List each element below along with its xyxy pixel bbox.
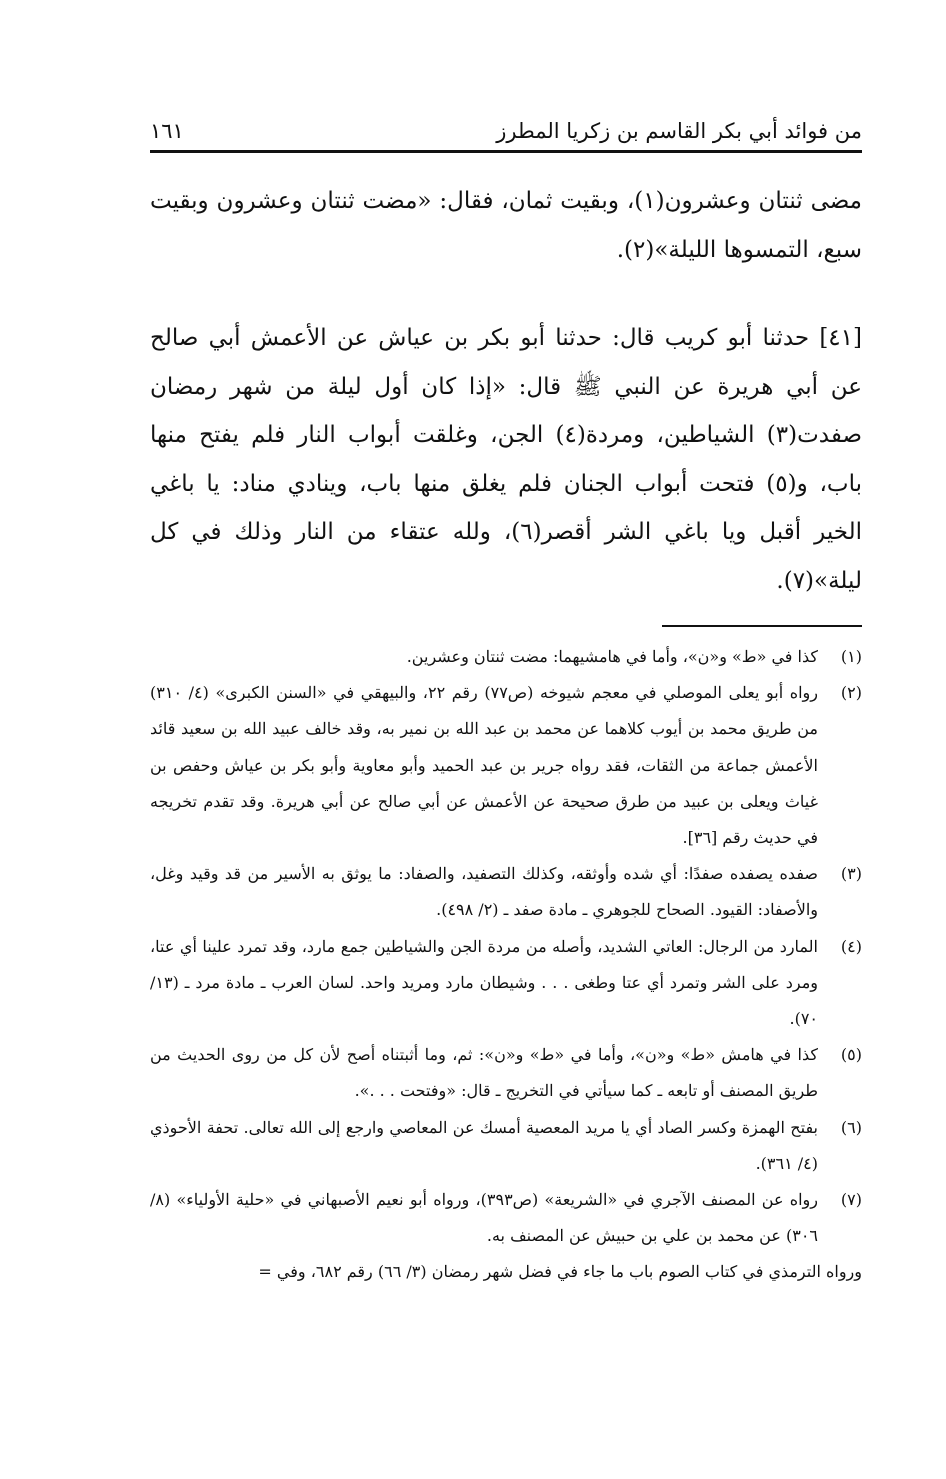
footnote-rule xyxy=(662,625,862,627)
page-number: ١٦١ xyxy=(150,118,184,143)
footnote xyxy=(150,856,862,928)
footnote-number: (١) xyxy=(840,647,862,666)
footnote-number: (٧) xyxy=(840,1190,862,1210)
footnote xyxy=(150,1182,862,1254)
footnote-text: بفتح الهمزة وكسر الصاد أي يا مريد المعصية أمسك عن المعاصي وارجع إلى الله تعالى. تحفة الأحوذي (٤/ ٣٦١). xyxy=(150,1117,818,1173)
footnote xyxy=(150,1110,862,1182)
running-head xyxy=(150,100,862,144)
footnotes xyxy=(150,639,862,1291)
footnote-text: رواه أبو يعلى الموصلي في معجم شيوخه (ص٧٧) رقم ٢٢، والبيهقي في «السنن الكبرى» (٤/ ٣١٠) من طريق محمد بن أيوب كلاهما عن محمد بن عبد الله بن نمير به، وقد خالف عبيد الله بن سعيد قائد الأعمش جماعة من الثقات، فقد رواه جرير بن عبد الحميد وأبو معاوية وأبو بكر بن عياش وحفص بن غياث ويعلى بن عبيد من طرق صحيحة عن الأعمش عن أبي صالح عن أبي هريرة. وقد تقدم تخريجه في حديث رقم [٣٦]. xyxy=(150,683,819,848)
header-rule xyxy=(150,150,862,153)
footnote-continuation: ورواه الترمذي في كتاب الصوم باب ما جاء في فضل شهر رمضان (٣/ ٦٦) رقم ٦٨٢، وفي = xyxy=(258,1262,862,1282)
footnote-text: صفده يصفده صفدًا: أي شده وأوثقه، وكذلك التصفيد، والصفاد: ما يوثق به الأسير من قد وقيد وغل، والأصفاد: القيود. الصحاح للجوهري ـ مادة صفد ـ (٢/ ٤٩٨). xyxy=(150,864,818,920)
footnote-text: رواه عن المصنف الآجري في «الشريعة» (ص٣٩٣)، ورواه أبو نعيم الأصبهاني في «حلية الأولياء» (٨/ ٣٠٦) عن محمد بن علي بن حبيش عن المصنف به. xyxy=(150,1190,819,1246)
footnote xyxy=(150,639,862,675)
body-paragraph: [٤١] حدثنا أبو كريب قال: حدثنا أبو بكر بن عياش عن الأعمش أبي صالح عن أبي هريرة عن النبي ﷺ قال: «إذا كان أول ليلة من شهر رمضان صفدت(٣) الشياطين، ومردة(٤) الجن، وغلقت أبواب النار فلم يفتح منها باب، و(٥) فتحت أبواب الجنان فلم يغلق منها باب، وينادي مناد: يا باغي الخير أقبل ويا باغي الشر أقصر(٦)، ولله عتقاء من النار وذلك في كل ليلة»(٧). xyxy=(150,325,863,594)
footnote-text: كذا في «ط» و«ن»، وأما في هامشيهما: مضت ثنتان وعشرين. xyxy=(406,647,818,666)
main-text xyxy=(150,177,862,605)
footnote-number: (٤) xyxy=(840,936,862,956)
footnote xyxy=(150,675,862,856)
footnote-number: (٣) xyxy=(840,864,862,884)
paragraph-gap xyxy=(150,274,862,314)
footnote xyxy=(150,1037,862,1109)
book-title: من فوائد أبي بكر القاسم بن زكريا المطرز xyxy=(496,118,862,143)
footnote-text: كذا في هامش «ط» و«ن»، وأما في «ط» و«ن»: ثم، وما أثبتناه أصح لأن كل من روى الحديث من طريق المصنف أو تابعه ـ كما سيأتي في التخريج ـ قال: «وفتحت . . .». xyxy=(150,1045,818,1101)
footnote-text: المارد من الرجال: العاتي الشديد، وأصله من مردة الجن والشياطين جمع مارد، وقد تمرد علينا أي عتا، ومرد على الشر وتمرد أي عتا وطغى . . . وشيطان مارد ومريد واحد. لسان العرب ـ مادة مرد ـ (١٣/ ٧٠). xyxy=(150,936,818,1029)
footnote xyxy=(150,929,862,1038)
book-page xyxy=(150,100,862,1291)
footnote-number: (٦) xyxy=(840,1117,862,1137)
footnote-number: (٥) xyxy=(840,1045,862,1065)
footnote-number: (٢) xyxy=(840,683,862,703)
body-paragraph: مضى ثنتان وعشرون(١)، وبقيت ثمان، فقال: «مضت ثنتان وعشرون وبقيت سبع، التمسوها الليلة»(٢). xyxy=(150,188,863,263)
